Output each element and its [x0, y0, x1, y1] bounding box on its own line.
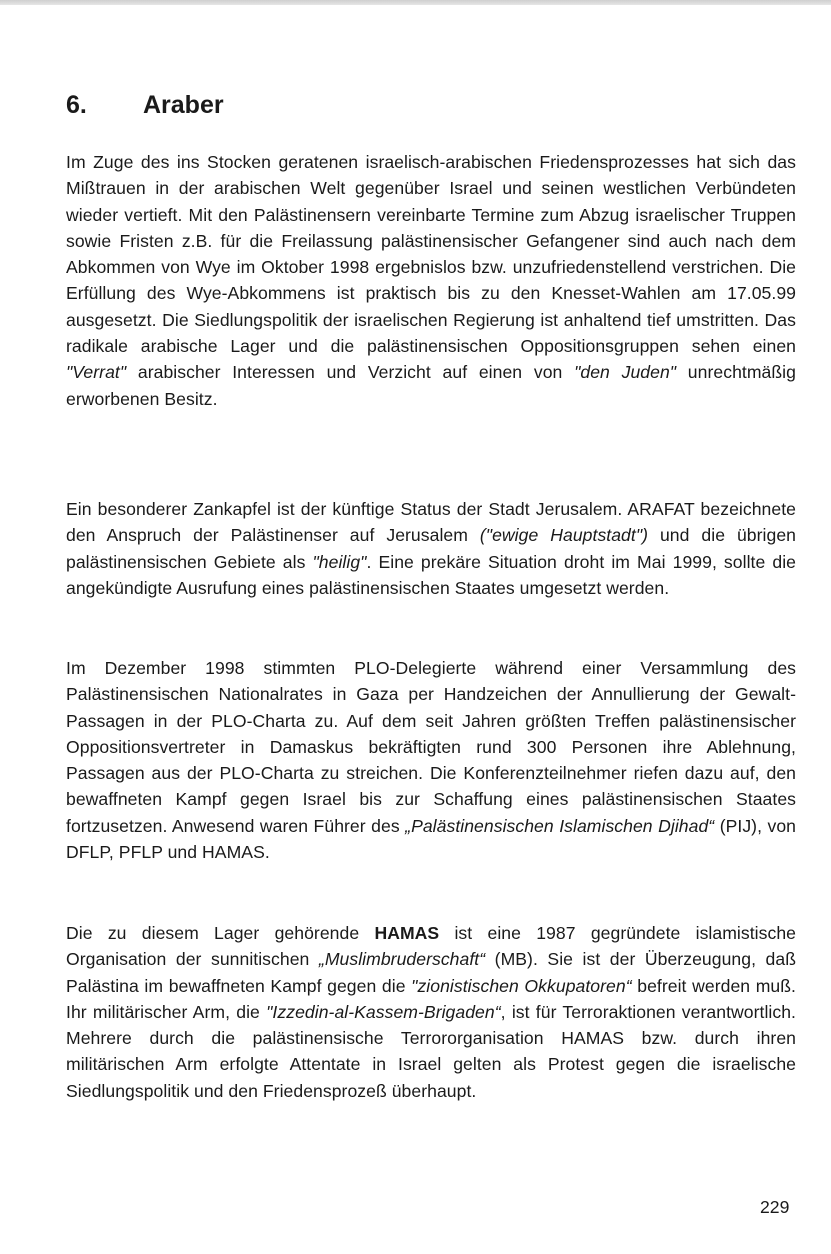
paragraph-text: . Eine prekäre Situation droht im Mai 1999, sollte die angekündigte Ausrufung eines palästinensischen Staates umgesetzt werden.: [66, 551, 796, 598]
paragraph-text: befreit werden muß. Ihr militärischer Arm, die: [66, 975, 796, 1022]
section-number: 6.: [66, 91, 87, 119]
emphasis-text: "heilig": [312, 551, 367, 572]
paragraph-text: Im Zuge des ins Stocken geratenen israelisch-arabischen Friedensprozesses hat sich das Mißtrauen in der arabischen Welt gegenüber Israel und seinen westlichen Verbündeten wieder vertieft. Mit den Palästinensern vereinbarte Termine zum Abzug israelischer Truppen sowie Fristen z.B. für die Freilassung palästinensischer Gefangener sind auch nach dem Abkommen von Wye im Oktober 1998 ergebnislos bzw. unzufriedenstellend verstrichen. Die Erfüllung des Wye-Abkommens ist praktisch bis zu den Knesset-Wahlen am 17.05.99 ausgesetzt. Die Siedlungspolitik der israelischen Regierung ist anhaltend tief umstritten. Das radikale arabische Lager und die palästinensischen Oppositionsgruppen sehen einen: [66, 152, 796, 357]
body-paragraph: [66, 920, 796, 1104]
bold-text: HAMAS: [374, 923, 440, 943]
paragraph-text: Ein besonderer Zankapfel ist der künftige Status der Stadt Jerusalem. ARAFAT bezeichnete den Anspruch der Palästinenser auf Jerusalem: [66, 499, 796, 546]
paragraph-text: (PIJ), von DFLP, PFLP und HAMAS.: [66, 815, 797, 863]
paragraph-text: (MB). Sie ist der Überzeugung, daß Palästina im bewaffneten Kampf gegen die: [66, 949, 797, 996]
paragraph-text: , ist für Terroraktionen verantwortlich. Mehrere durch die palästinensische Terrororganisation HAMAS bzw. durch ihren militärischen Arm erfolgte Attentate in Israel gelten als Protest gegen die israelische Siedlungspolitik und den Friedensprozeß überhaupt.: [66, 1001, 796, 1101]
emphasis-text: "Izzedin-al-Kassem-Brigaden“: [266, 1001, 501, 1022]
paragraph-text: und die übrigen palästinensischen Gebiete als: [66, 525, 797, 572]
page-number: 229: [760, 1197, 790, 1217]
emphasis-text: "den Juden": [574, 362, 677, 383]
scan-top-edge: [0, 0, 831, 5]
emphasis-text: "Verrat": [66, 362, 127, 383]
paragraph-text: arabischer Interessen und Verzicht auf einen von: [126, 362, 575, 383]
section-heading: [66, 88, 224, 122]
section-title: Araber: [143, 91, 224, 119]
paragraph-text: ist eine 1987 gegründete islamistische Organisation der sunnitischen: [66, 923, 796, 970]
paragraph-text: Die zu diesem Lager gehörende: [66, 923, 375, 943]
emphasis-text: "zionistischen Okkupatoren“: [411, 975, 632, 996]
emphasis-text: „Palästinensischen Islamischen Djihad“: [405, 815, 715, 836]
body-paragraph: [66, 655, 796, 865]
paragraph-text: unrechtmäßig erworbenen Besitz.: [66, 362, 796, 409]
emphasis-text: „Muslimbruderschaft“: [318, 949, 486, 970]
body-paragraph: [66, 496, 796, 601]
emphasis-text: ("ewige Hauptstadt"): [479, 525, 649, 546]
paragraph-text: Im Dezember 1998 stimmten PLO-Delegierte während einer Versammlung des Palästinensischen Nationalrates in Gaza per Handzeichen der Annullierung der Gewalt-Passagen in der PLO-Charta zu. Auf dem seit Jahren größten Treffen palästinensischer Oppositionsvertreter in Damaskus bekräftigten rund 300 Personen ihre Ablehnung, Passagen aus der PLO-Charta zu streichen. Die Konferenzteilnehmer riefen dazu auf, den bewaffneten Kampf gegen Israel bis zur Schaffung eines palästinensischen Staates fortzusetzen. Anwesend waren Führer des: [66, 658, 796, 836]
body-paragraph: [66, 149, 796, 412]
